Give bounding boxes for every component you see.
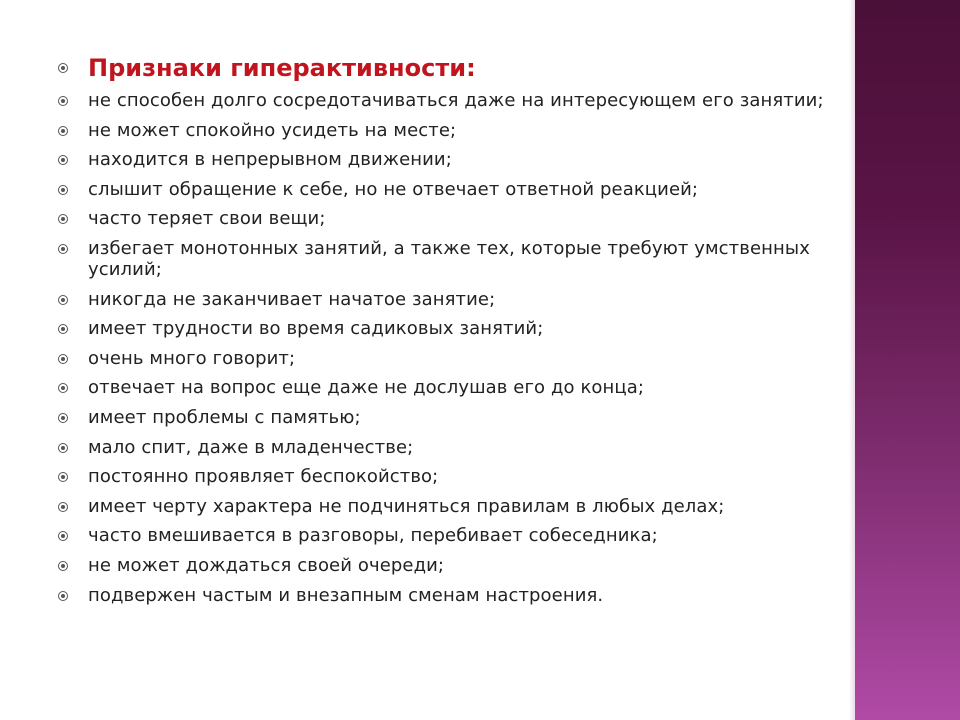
- list-item-text: подвержен частым и внезапным сменам настроения.: [88, 584, 604, 606]
- list-item-text: не может дождаться своей очереди;: [88, 554, 445, 576]
- list-item-text: часто теряет свои вещи;: [88, 208, 326, 230]
- decorative-side-band: [855, 0, 960, 720]
- list-item-text: имеет проблемы с памятью;: [88, 406, 361, 428]
- list-item-text: имеет трудности во время садиковых занятий;: [88, 318, 544, 340]
- list-item: [58, 555, 838, 576]
- list-item-text: не способен долго сосредотачиваться даже на интересующем его занятии;: [88, 90, 824, 111]
- bullet-icon: [58, 502, 68, 512]
- list-item: [58, 348, 838, 369]
- bullet-icon: [58, 531, 68, 541]
- bullet-icon: [58, 354, 68, 364]
- list-item-text: имеет черту характера не подчиняться правилам в любых делах;: [88, 495, 725, 517]
- bullet-icon: [58, 591, 68, 601]
- slide-content: [58, 52, 838, 614]
- list-item: [58, 496, 838, 517]
- list-item-text: слышит обращение к себе, но не отвечает ответной реакцией;: [88, 178, 699, 200]
- list-item-text: часто вмешивается в разговоры, перебивает собеседника;: [88, 525, 658, 547]
- list-item: [58, 585, 838, 606]
- bullet-icon: [58, 472, 68, 482]
- list-item: [58, 289, 838, 310]
- bullet-icon: [58, 244, 68, 254]
- bullet-icon: [58, 383, 68, 393]
- bullet-icon: [58, 96, 68, 106]
- bullet-icon: [58, 214, 68, 224]
- list-item-text: никогда не заканчивает начатое занятие;: [88, 288, 496, 310]
- bullet-icon: [58, 295, 68, 305]
- list-item-text: избегает монотонных занятий, а также тех, которые требуют умственных усилий;: [88, 237, 810, 280]
- list-item: [58, 179, 838, 200]
- list-item-text: очень много говорит;: [88, 347, 296, 369]
- list-item: [58, 318, 838, 339]
- list-item-text: отвечает на вопрос еще даже не дослушав его до конца;: [88, 377, 645, 399]
- list-item-text: постоянно проявляет беспокойство;: [88, 466, 439, 488]
- list-item-text: находится в непрерывном движении;: [88, 149, 452, 171]
- list-item-text: мало спит, даже в младенчестве;: [88, 436, 414, 458]
- bullet-icon: [58, 155, 68, 165]
- bullet-icon: [58, 561, 68, 571]
- bullet-icon: [58, 63, 68, 73]
- list-item: [58, 120, 838, 141]
- bullet-icon: [58, 185, 68, 195]
- title-row: [58, 52, 838, 84]
- list-item-text: не может спокойно усидеть на месте;: [88, 119, 457, 141]
- list-item: [58, 525, 838, 546]
- list-item: [58, 208, 838, 229]
- list-item: [58, 90, 838, 111]
- bullet-icon: [58, 443, 68, 453]
- list-item: [58, 466, 838, 487]
- bullet-icon: [58, 126, 68, 136]
- list-item: [58, 238, 838, 280]
- bullet-icon: [58, 324, 68, 334]
- list-item: [58, 407, 838, 428]
- list-item: [58, 149, 838, 170]
- slide-title: Признаки гиперактивности:: [88, 54, 476, 82]
- list-item: [58, 377, 838, 398]
- bullet-icon: [58, 413, 68, 423]
- list-item: [58, 437, 838, 458]
